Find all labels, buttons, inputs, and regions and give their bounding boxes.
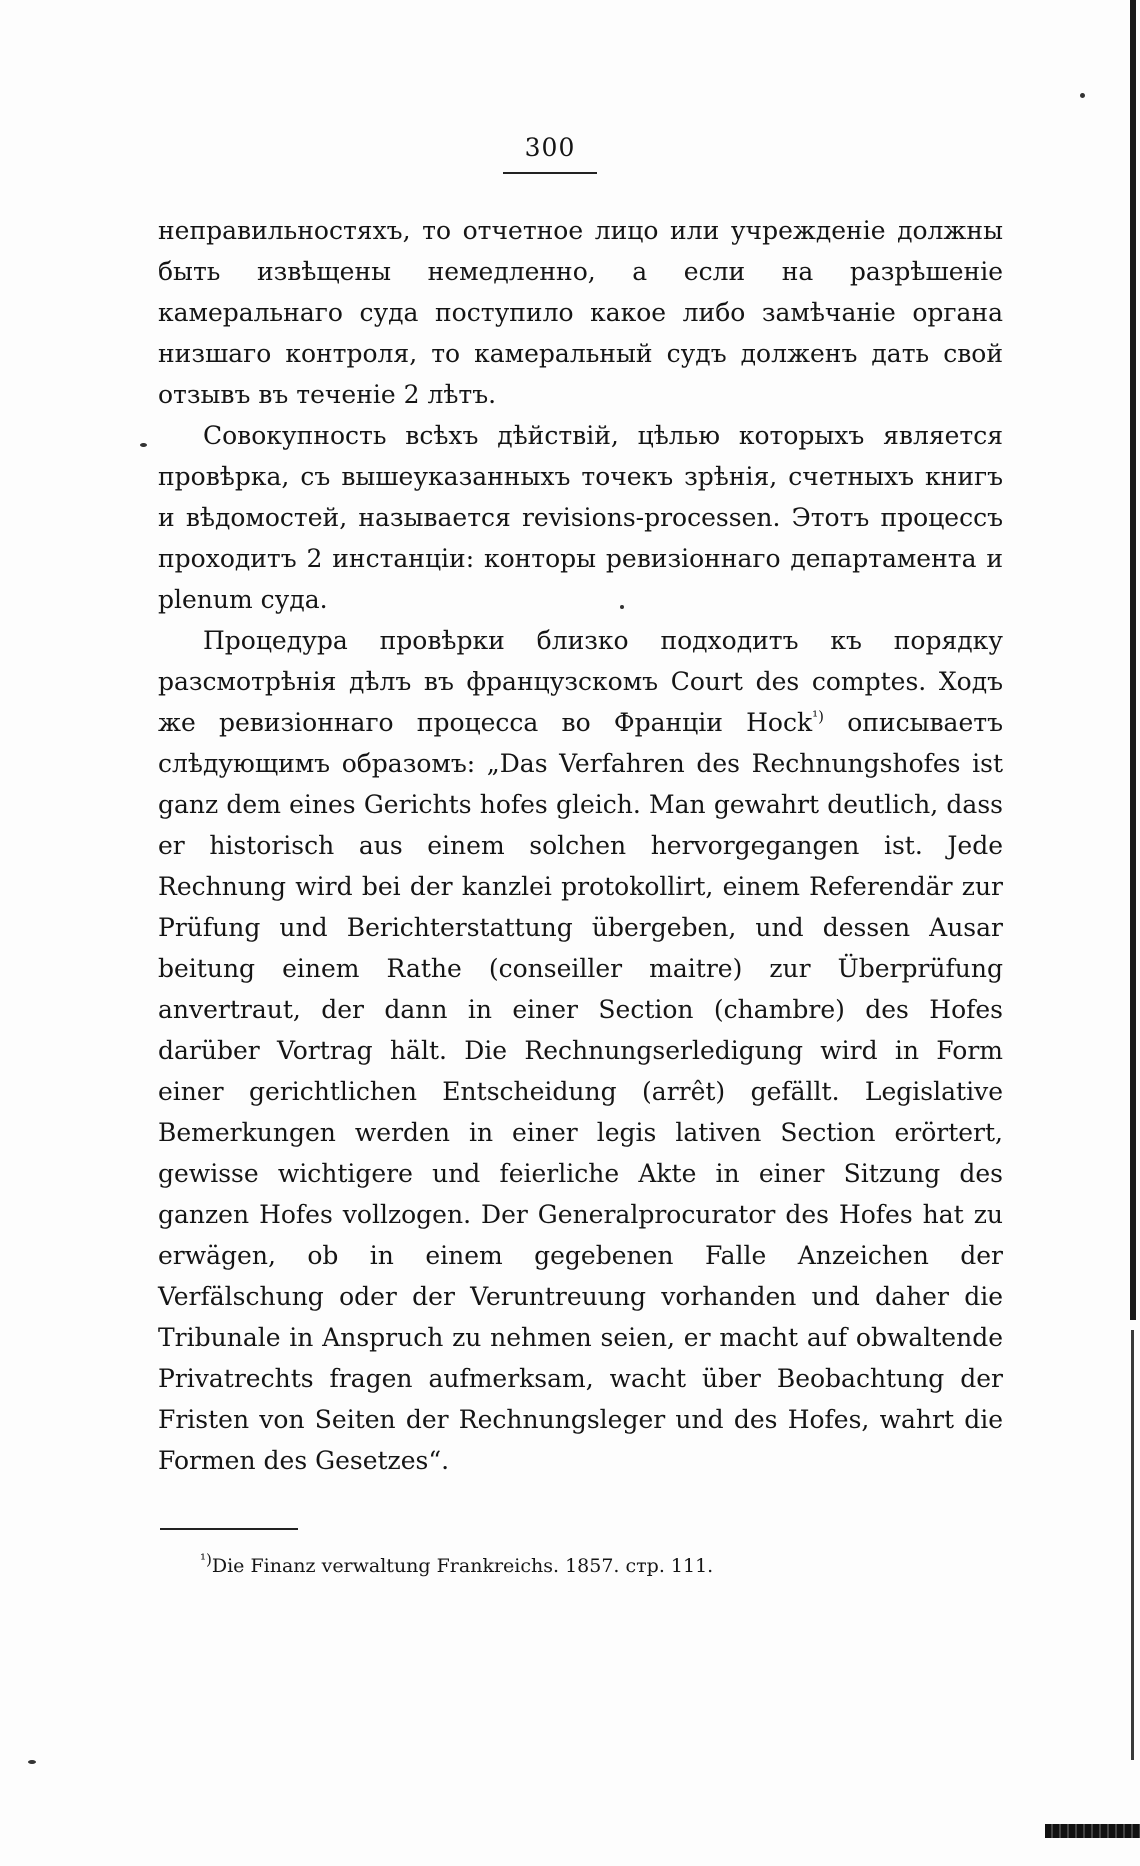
body-text (158, 210, 1003, 1481)
footnote-mark: ¹) (200, 1550, 212, 1569)
scan-edge-shadow-lower (1131, 1330, 1134, 1760)
paragraph-hock-quote (158, 620, 1003, 1481)
scan-speck (1080, 93, 1085, 98)
scan-speck (140, 443, 147, 447)
footnote-text: Die Finanz verwaltung Frankreichs. 1857. стр. 111. (211, 1555, 714, 1577)
paragraph-hock-quote-rest: описываетъ слѣдующимъ образомъ: „Das Verfahren des Rechnungshofes ist ganz dem eines Gerichts hofes gleich. Man gewahrt deutlich, dass er historisch aus einem solchen hervorgegangen ist. Jede Rechnung wird bei der kanzlei protokollirt, einem Referendär zur Prüfung und Berichterstattung übergeben, und dessen Ausar beitung einem Rathe (conseiller maitre) zur Überprüfung anvertraut, der dann in einer Section (chambre) des Hofes darüber Vortrag hält. Die Rechnungserledigung wird in Form einer gerichtlichen Entscheidung (arrêt) gefällt. Legislative Bemerkungen werden in einer legis lativen Section erörtert, gewisse wichtigere und feierliche Akte in einer Sitzung des ganzen Hofes vollzogen. Der Generalprocurator des Hofes hat zu erwägen, ob in einem gegebenen Falle Anzeichen der Verfälschung oder der Veruntreuung vorhanden und daher die Tribunale in Anspruch zu nehmen seien, er macht auf obwaltende Privatrechts fragen aufmerksam, wacht über Beobachtung der Fristen von Seiten der Rechnungsleger und des Hofes, wahrt die Formen des Gesetzes“. (158, 708, 1003, 1475)
footnote-reference[interactable]: ¹) (812, 707, 824, 726)
scan-speck (28, 1760, 36, 1764)
scan-edge-shadow (1130, 0, 1136, 1320)
footnote (200, 1552, 1000, 1580)
paragraph-continued: неправильностяхъ, то отчетное лицо или учрежденіе должны быть извѣщены немедленно, а если на разрѣшеніе камеральнаго суда поступило какое либо замѣчаніе органа низшаго контроля, то камеральный судъ долженъ дать свой отзывъ въ теченіе 2 лѣтъ. (158, 216, 1003, 409)
page-number-underline (503, 172, 597, 174)
paragraph-revision-process: Совокупность всѣхъ дѣйствій, цѣлью которыхъ является провѣрка, съ вышеуказанныхъ точекъ зрѣнія, счетныхъ книгъ и вѣдомостей, называется revisions-processen. Этотъ процессъ проходитъ 2 инстанціи: конторы ревизіоннаго департамента и plenum суда. (158, 421, 1003, 614)
page-number: 300 (524, 133, 576, 162)
paragraph-hock-quote-start: Процедура провѣрки близко подходитъ къ порядку разсмотрѣнія дѣлъ въ французскомъ Court des comptes. Ходъ же ревизіоннаго процесса во Франціи Hock (158, 626, 1003, 737)
footnote-separator (160, 1528, 298, 1530)
scan-margin-mark (1045, 1824, 1140, 1838)
